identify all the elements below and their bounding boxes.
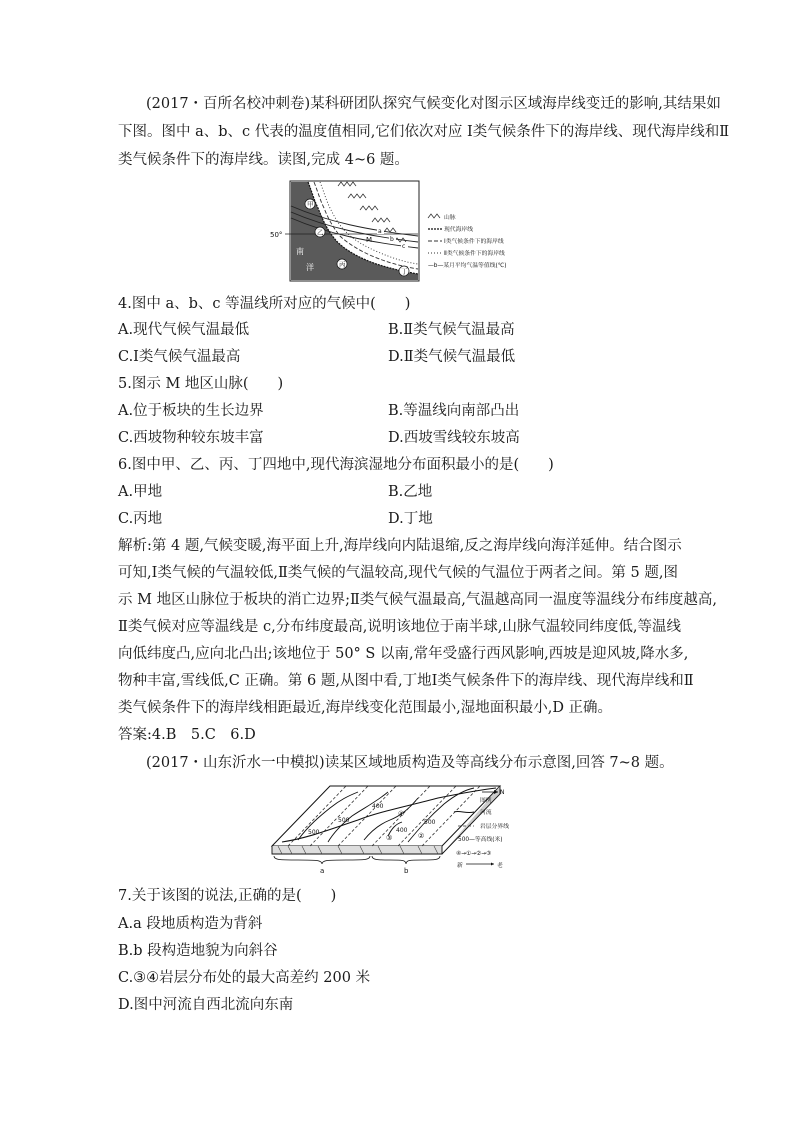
q4-stem: 4.图中 a、b、c 等温线所对应的气候中( ) [118,296,411,312]
q4-option-b: B.Ⅱ类气候气温最高 [388,322,515,338]
legend-modern-coast: 现代海岸线 [444,227,473,233]
legend-strata-boundary: 岩层分界线 [480,824,509,830]
analysis-line-5: 向低纬度凸,应向北凸出;该地位于 50° S 以南,常年受盛行西风影响,西坡是迎风坡,降水多, [118,646,689,662]
contour-label-5: 500 [308,829,320,836]
q4-option-a: A.现代气候气温最低 [118,322,250,338]
isotherm-label-b: b [390,236,394,243]
contour-label-3: 400 [396,827,408,834]
intro1-line2: 下图。图中 a、b、c 代表的温度值相同,它们依次对应 Ⅰ类气候条件下的海岸线、现代海岸线和Ⅱ [118,124,730,140]
q7-option-d: D.图中河流自西北流向东南 [118,997,294,1013]
coastline-map-figure [268,178,528,284]
section-label-a: a [320,867,325,875]
rock-label-4: ④ [398,810,405,818]
q5-option-b: B.等温线向南部凸出 [388,403,520,419]
north-label: N [500,789,505,796]
latitude-label: 50° [270,231,283,239]
q5-option-a: A.位于板块的生长边界 [118,403,264,419]
analysis-line-6: 物种丰富,雪线低,C 正确。第 6 题,从图中看,丁地Ⅰ类气候条件下的海岸线、现代海岸线和Ⅱ [118,673,694,689]
analysis-line-2: 可知,Ⅰ类气候的气温较低,Ⅱ类气候的气温较高,现代气候的气温位于两者之间。第 5 题,图 [118,565,678,581]
rock-label-3: ③ [386,834,393,842]
place-label-ding: 丁 [401,267,408,276]
q5-option-c: C.西坡物种较东坡丰富 [118,430,264,446]
q6-option-a: A.甲地 [118,484,163,500]
legend-type2-coast: Ⅱ类气候条件下的海岸线 [444,251,505,257]
q7-option-a: A.a 段地质构造为背斜 [118,916,263,932]
analysis-line-1: 解析:第 4 题,气候变暖,海平面上升,海岸线向内陆退缩,反之海岸线向海洋延伸。结合图示 [118,538,682,554]
intro1-line3: 类气候条件下的海岸线。读图,完成 4~6 题。 [118,152,409,168]
legend-title: 图例 [480,798,492,804]
ocean-label-yang: 洋 [306,263,314,272]
place-label-bing: 丙 [339,260,346,269]
contour-label-4: 500 [424,819,436,826]
legend-contour: 500—等高线(米) [458,837,503,843]
section-label-b: b [404,867,409,875]
intro1-line1: (2017・百所名校冲刺卷)某科研团队探究气候变化对图示区域海岸线变迁的影响,其结果如 [146,96,721,112]
q5-option-d: D.西坡雪线较东坡高 [388,430,520,446]
q6-option-b: B.乙地 [388,484,433,500]
contour-label-2: 400 [372,803,384,810]
place-label-jia: 甲 [307,200,314,209]
q4-option-c: C.Ⅰ类气候气温最高 [118,349,241,365]
analysis-line-7: 类气候条件下的海岸线相距最近,海岸线变化范围最小,湿地面积最小,D 正确。 [118,700,613,716]
legend-isotherm: —b—某月平均气温等值线(℃) [428,263,507,269]
place-label-yi: 乙 [317,228,324,237]
q7-stem: 7.关于该图的说法,正确的是( ) [118,888,337,904]
q7-option-b: B.b 段构造地貌为向斜谷 [118,943,278,959]
isotherm-label-c: c [402,243,406,250]
answer-line: 答案:4.B 5.C 6.D [118,727,256,743]
legend-old: 老 [497,863,503,869]
contour-label-1: 500 [338,817,350,824]
legend-river: 河流 [480,810,492,816]
map-legend [428,213,506,269]
q4-option-d: D.Ⅱ类气候气温最低 [388,349,516,365]
legend-new: 新 [457,863,463,869]
legend-age-order: ④→①→②→③ [456,851,492,857]
legend-mountain: 山脉 [444,215,456,221]
rock-label-2: ② [418,832,425,840]
q6-stem: 6.图中甲、乙、丙、丁四地中,现代海滨湿地分布面积最小的是( ) [118,457,554,473]
analysis-line-3: 示 M 地区山脉位于板块的消亡边界;Ⅱ类气候气温最高,气温越高同一温度等温线分布纬度越高, [118,592,718,608]
ocean-label-nan: 南 [296,247,304,256]
legend-type1-coast: Ⅰ类气候条件下的海岸线 [444,239,504,245]
place-label-m: M [366,236,373,244]
q5-stem: 5.图示 M 地区山脉( ) [118,376,284,392]
q6-option-c: C.丙地 [118,511,163,527]
intro2-line: (2017・山东沂水一中模拟)读某区域地质构造及等高线分布示意图,回答 7~8 题。 [146,755,674,771]
geology-contour-figure [268,780,530,876]
q6-option-d: D.丁地 [388,511,433,527]
analysis-line-4: Ⅱ类气候对应等温线是 c,分布纬度最高,说明该地位于南半球,山脉气温较同纬度低,等温线 [118,619,682,635]
q7-option-c: C.③④岩层分布处的最大高差约 200 米 [118,970,371,986]
isotherm-label-a: a [378,228,382,235]
